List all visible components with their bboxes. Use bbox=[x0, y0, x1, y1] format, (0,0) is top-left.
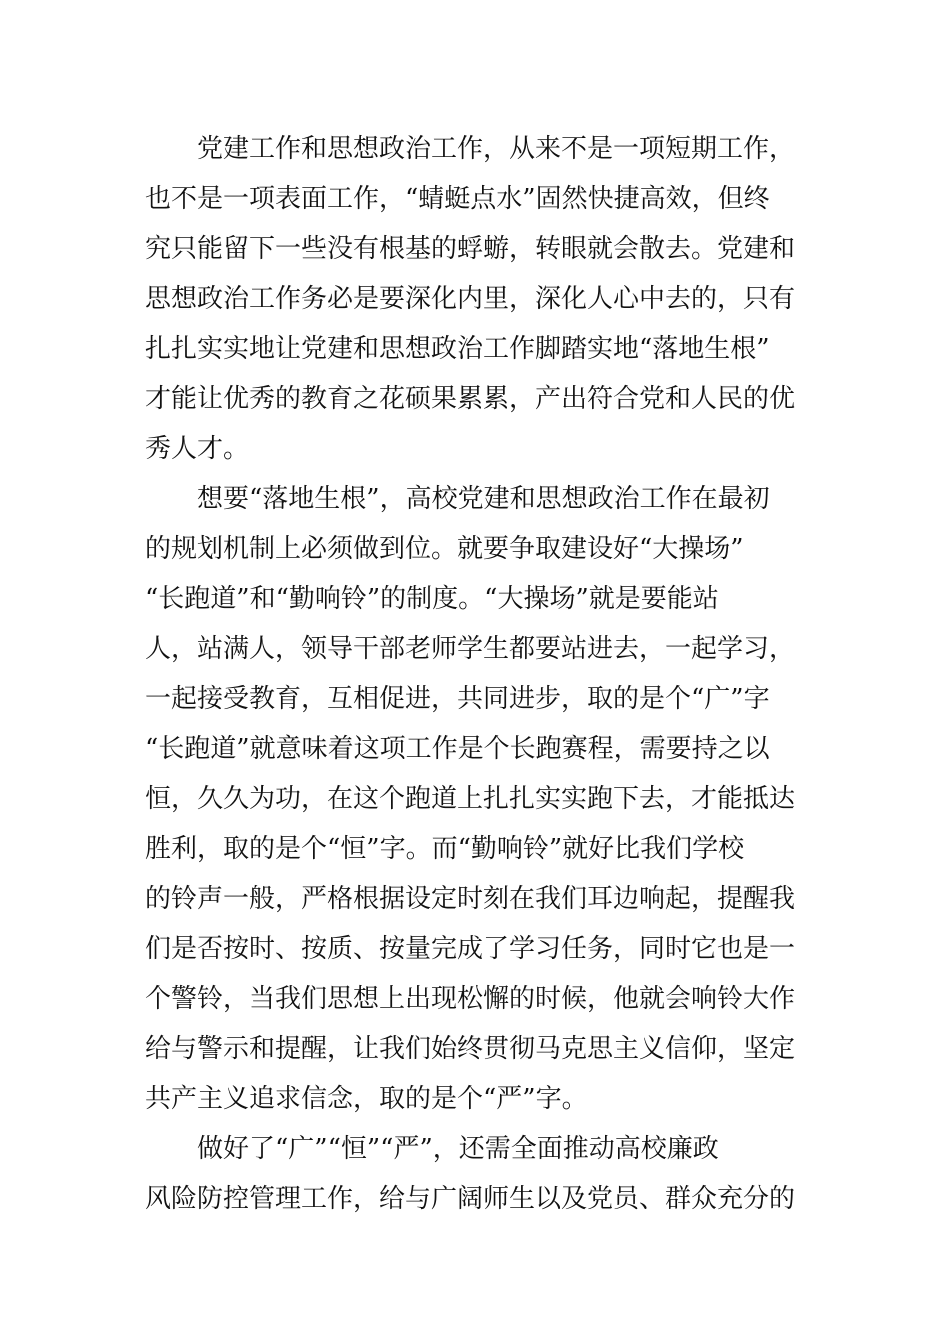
text-line: 想要“落地生根”，高校党建和思想政治工作在最初 bbox=[145, 484, 770, 514]
text-line: 究只能留下一些没有根基的蜉蝣，转眼就会散去。党建和 bbox=[145, 234, 796, 264]
text-line: 做好了“广”“恒”“严”，还需全面推动高校廉政 bbox=[145, 1134, 719, 1164]
paragraph-3 bbox=[145, 1124, 810, 1224]
document-body bbox=[145, 124, 810, 1224]
paragraph-2 bbox=[145, 474, 810, 1124]
text-line: 的规划机制上必须做到位。就要争取建设好“大操场” bbox=[145, 534, 744, 564]
text-line: 党建工作和思想政治工作，从来不是一项短期工作， bbox=[145, 134, 796, 164]
text-line: 个警铃，当我们思想上出现松懈的时候，他就会响铃大作 bbox=[145, 984, 796, 1014]
text-line: 人，站满人，领导干部老师学生都要站进去，一起学习， bbox=[145, 634, 796, 664]
text-line: “长跑道”和“勤响铃”的制度。“大操场”就是要能站 bbox=[145, 584, 719, 614]
text-line: 一起接受教育，互相促进，共同进步，取的是个“广”字 bbox=[145, 684, 770, 714]
text-line: 给与警示和提醒，让我们始终贯彻马克思主义信仰，坚定 bbox=[145, 1034, 796, 1064]
text-line: 胜利，取的是个“恒”字。而“勤响铃”就好比我们学校 bbox=[145, 834, 745, 864]
text-line: “长跑道”就意味着这项工作是个长跑赛程，需要持之以 bbox=[145, 734, 770, 764]
text-line: 恒，久久为功，在这个跑道上扎扎实实跑下去，才能抵达 bbox=[145, 784, 796, 814]
text-line: 共产主义追求信念，取的是个“严”字。 bbox=[145, 1084, 588, 1114]
text-line: 才能让优秀的教育之花硕果累累，产出符合党和人民的优 bbox=[145, 384, 796, 414]
text-line: 思想政治工作务必是要深化内里，深化人心中去的，只有 bbox=[145, 284, 796, 314]
text-line: 风险防控管理工作，给与广阔师生以及党员、群众充分的 bbox=[145, 1184, 796, 1214]
text-line: 扎扎实实地让党建和思想政治工作脚踏实地“落地生根” bbox=[145, 334, 770, 364]
text-line: 也不是一项表面工作，“蜻蜓点水”固然快捷高效，但终 bbox=[145, 184, 770, 214]
text-line: 秀人才。 bbox=[145, 434, 250, 464]
text-line: 们是否按时、按质、按量完成了学习任务，同时它也是一 bbox=[145, 934, 796, 964]
text-line: 的铃声一般，严格根据设定时刻在我们耳边响起，提醒我 bbox=[145, 884, 796, 914]
paragraph-1 bbox=[145, 124, 810, 474]
